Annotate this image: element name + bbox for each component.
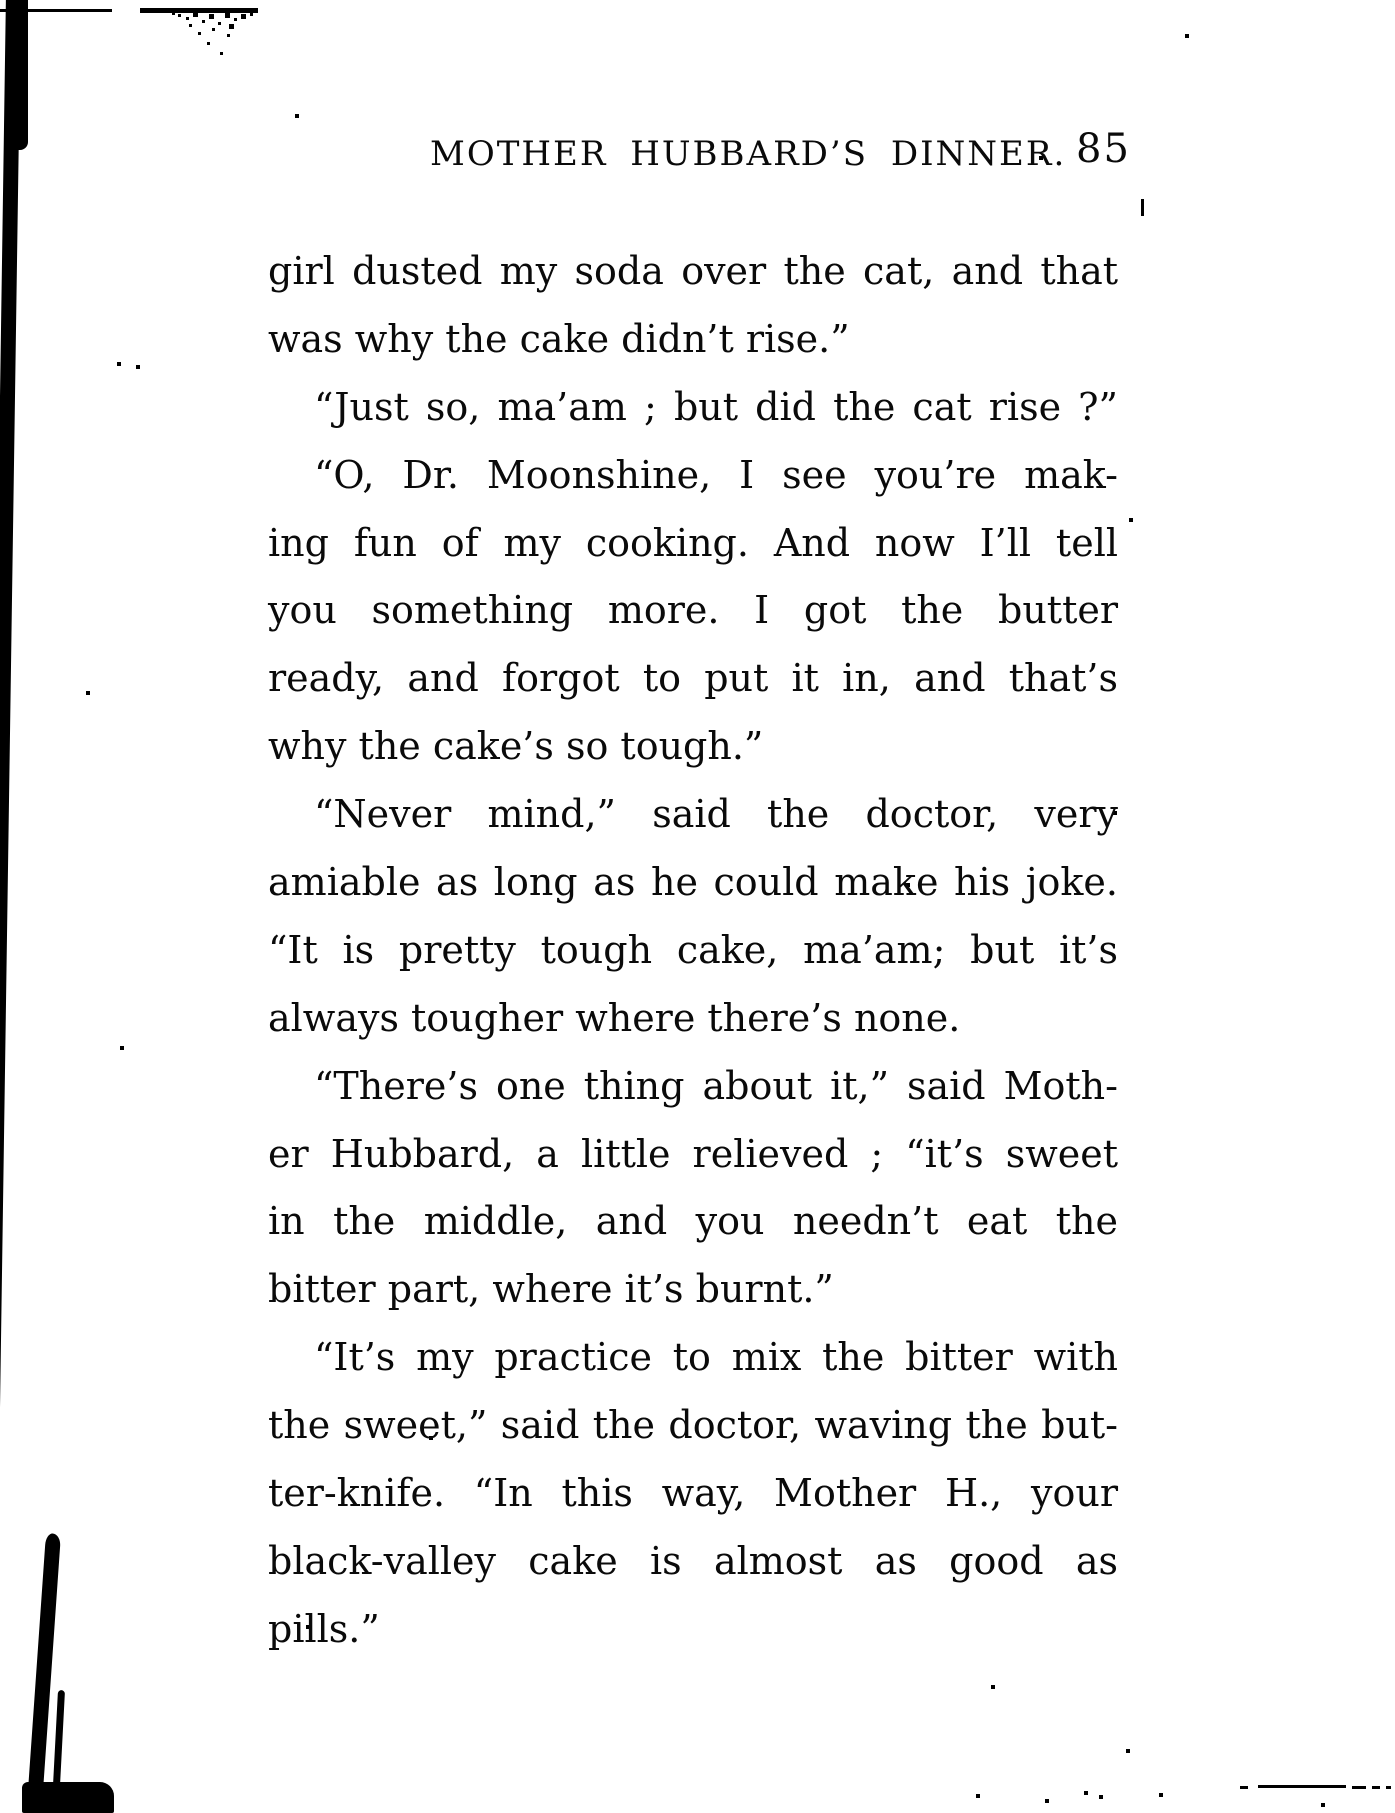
binding-smear-artifact — [64, 1796, 112, 1813]
text-line: in the middle, and you needn’t eat the — [268, 1199, 1118, 1244]
top-edge-line-artifact — [140, 8, 258, 13]
text-line: girl dusted my soda over the cat, and that — [268, 249, 1118, 293]
text-line: “Just so, ma’am ; but did the cat rise ?” — [314, 384, 1118, 429]
binding-edge-artifact — [0, 0, 21, 1813]
scan-speckles-artifact — [0, 0, 2, 2]
text-line: the sweet,” said the doctor, waving the but- — [268, 1403, 1118, 1448]
text-line: “It is pretty tough cake, ma’am; but it’s — [268, 927, 1118, 972]
binding-edge-top-artifact — [6, 0, 28, 150]
text-line: why the cake’s so tough.” — [268, 724, 764, 769]
bottom-dashed-line-artifact — [1386, 1786, 1391, 1789]
running-head-title: MOTHER HUBBARD’S DINNER. — [430, 134, 1067, 174]
text-line: ing fun of my cooking. And now I’ll tell — [268, 520, 1118, 565]
page-body — [268, 238, 1118, 1651]
text-line: “It’s my practice to mix the bitter with — [314, 1335, 1118, 1380]
top-edge-line-artifact — [0, 9, 112, 12]
text-line: “Never mind,” said the doctor, very — [314, 792, 1118, 837]
text-line: black-valley cake is almost as good as pills.” — [268, 1538, 1118, 1651]
page-number: 85 — [1076, 126, 1131, 172]
text-line: was why the cake didn’t rise.” — [268, 316, 850, 361]
stray-tick-artifact — [1141, 199, 1144, 216]
text-line: ter-knife. “In this way, Mother H., your — [268, 1471, 1118, 1516]
text-line: er Hubbard, a little relieved ; “it’s sweet — [268, 1131, 1118, 1176]
top-smudge-artifact — [172, 12, 175, 15]
bottom-dashed-line-artifact — [1258, 1785, 1346, 1788]
text-line: amiable as long as he could make his joke. — [268, 860, 1118, 905]
bottom-dashed-line-artifact — [1372, 1786, 1380, 1789]
text-line: “There’s one thing about it,” said Moth- — [314, 1063, 1118, 1108]
text-line: you something more. I got the butter — [268, 588, 1118, 633]
text-line: bitter part, where it’s burnt.” — [268, 1267, 834, 1312]
text-line: “O, Dr. Moonshine, I see you’re mak- — [314, 452, 1118, 497]
bottom-dashed-line-artifact — [1352, 1786, 1366, 1789]
text-line: ready, and forgot to put it in, and that’s — [268, 656, 1118, 701]
text-line: always tougher where there’s none. — [268, 995, 961, 1040]
bottom-dashed-line-artifact — [1240, 1786, 1248, 1789]
